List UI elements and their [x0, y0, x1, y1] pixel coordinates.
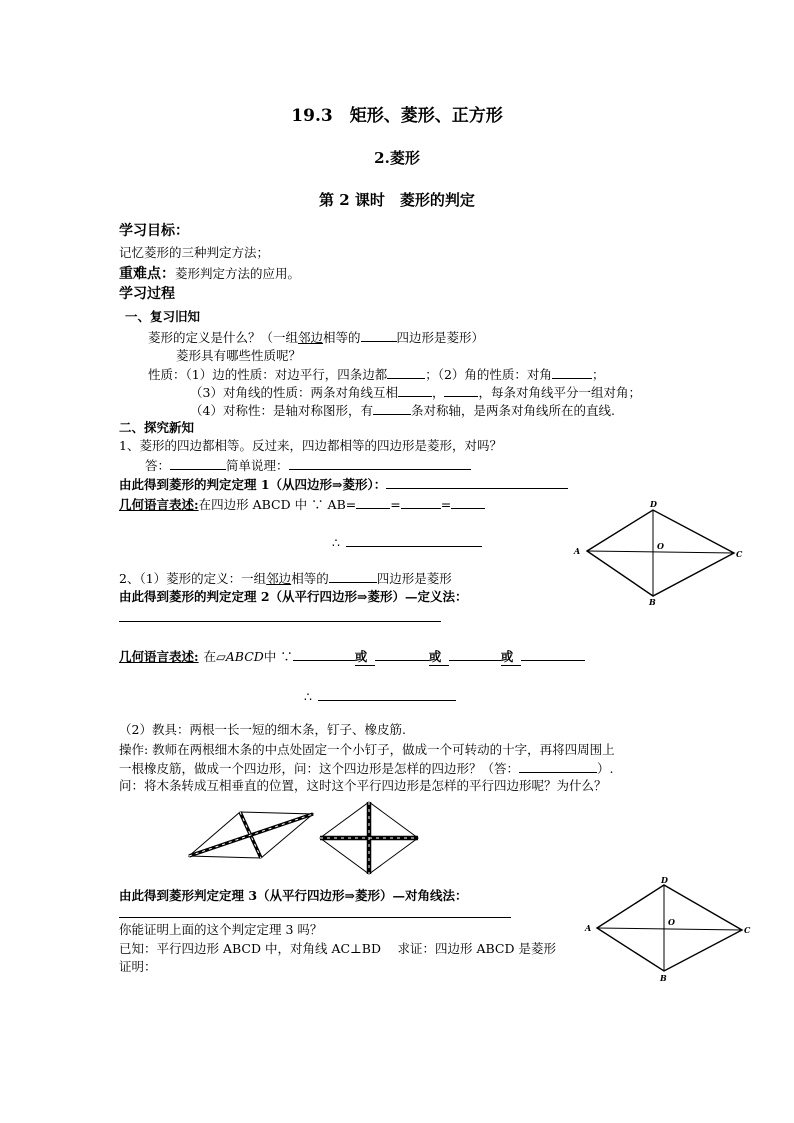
property-line-3: （4）对称性：是轴对称图形，有 条对称轴，是两条对角线所在的直线. — [190, 403, 615, 418]
vertex-d-label: D — [650, 499, 657, 509]
diagonal-ac — [597, 928, 742, 930]
answer-line: 答： 简单说理： — [145, 457, 471, 474]
question-perpendicular: 问：将木条转成互相垂直的位置，这时这个平行四边形是怎样的平行四边形呢？为什么？ — [119, 778, 607, 793]
vertex-a-label: A — [574, 546, 581, 556]
review-question-1: 菱形的定义是什么？（一组邻边相等的 四边形是菱形） — [148, 330, 485, 345]
explore-heading: 二、探究新知 — [119, 420, 195, 435]
key-points: 重难点：菱形判定方法的应用。 — [119, 266, 301, 282]
conclusion-1: ∴ — [332, 534, 482, 551]
diagonal-ac — [587, 551, 734, 553]
theorem-2: 由此得到菱形的判定定理 2（从平行四边形⇒菱形）—定义法： — [119, 589, 468, 604]
answer-blank — [119, 621, 441, 622]
answer-blank — [119, 917, 511, 918]
section-subtitle: 2.菱形 — [374, 149, 420, 167]
theorem-3: 由此得到菱形判定定理 3（从平行四边形⇒菱形）—对角线法： — [119, 888, 468, 903]
rhombus-figure-1 — [570, 498, 750, 610]
explore-question-1: 1、菱形的四边都相等。反过来，四边都相等的四边形是菱形，对吗？ — [119, 438, 502, 453]
stick-rhombus — [320, 802, 418, 874]
conclusion-2: ∴ — [304, 688, 456, 705]
geo-statement-1: 几何语言表述:在四边形 ABCD 中 ∵ AB= = = — [119, 496, 485, 513]
stick-parallelogram — [189, 812, 313, 858]
vertex-b-label: B — [660, 973, 667, 983]
goals-text: 记忆菱形的三种判定方法； — [119, 245, 270, 260]
center-o-label: O — [668, 917, 675, 927]
vertex-b-label: B — [649, 597, 656, 607]
tools-text: （2）教具：两根一长一短的细木条，钉子、橡皮筋. — [119, 722, 406, 737]
stick-model-figures — [185, 796, 430, 878]
lesson-title: 第 2 课时 菱形的判定 — [319, 191, 475, 209]
operation-line-1: 操作: 教师在两根细木条的中点处固定一个小钉子，做成一个可转动的十字，再将四周围上 — [119, 742, 615, 757]
geo-statement-2: 几何语言表述: 在▱ABCD中 ∵ 或 或 或 — [119, 648, 585, 666]
rhombus-figure-2 — [582, 875, 757, 985]
center-o-label: O — [657, 541, 664, 551]
review-question-2: 菱形具有哪些性质呢？ — [176, 348, 302, 363]
vertex-c-label: C — [744, 925, 751, 935]
vertex-a-label: A — [585, 923, 592, 933]
review-heading: 一、复习旧知 — [125, 309, 201, 324]
proof-label: 证明： — [119, 959, 157, 974]
goals-heading: 学习目标： — [119, 223, 189, 239]
operation-line-2: 一根橡皮筋，做成一个四边形，问：这个四边形是怎样的四边形？（答： ）. — [119, 761, 614, 776]
prove-question: 你能证明上面的这个判定定理 3 吗？ — [119, 922, 323, 937]
property-line-2: （3）对角线的性质：两条对角线互相 ， ，每条对角线平分一组对角； — [190, 385, 641, 400]
vertex-d-label: D — [661, 875, 668, 885]
theorem-1: 由此得到菱形的判定定理 1（从四边形⇒菱形）： — [119, 476, 568, 493]
vertex-c-label: C — [736, 549, 743, 559]
process-heading: 学习过程 — [119, 286, 175, 302]
explore-question-2: 2、（1）菱形的定义：一组邻边相等的 四边形是菱形 — [119, 571, 452, 586]
known-conditions: 已知：平行四边形 ABCD 中，对角线 AC⊥BD 求证：四边形 ABCD 是菱形 — [119, 941, 556, 956]
page-title: 19.3 矩形、菱形、正方形 — [291, 106, 503, 126]
property-line-1: 性质：（1）边的性质：对边平行，四条边都 ；（2）角的性质：对角 ； — [148, 367, 605, 382]
